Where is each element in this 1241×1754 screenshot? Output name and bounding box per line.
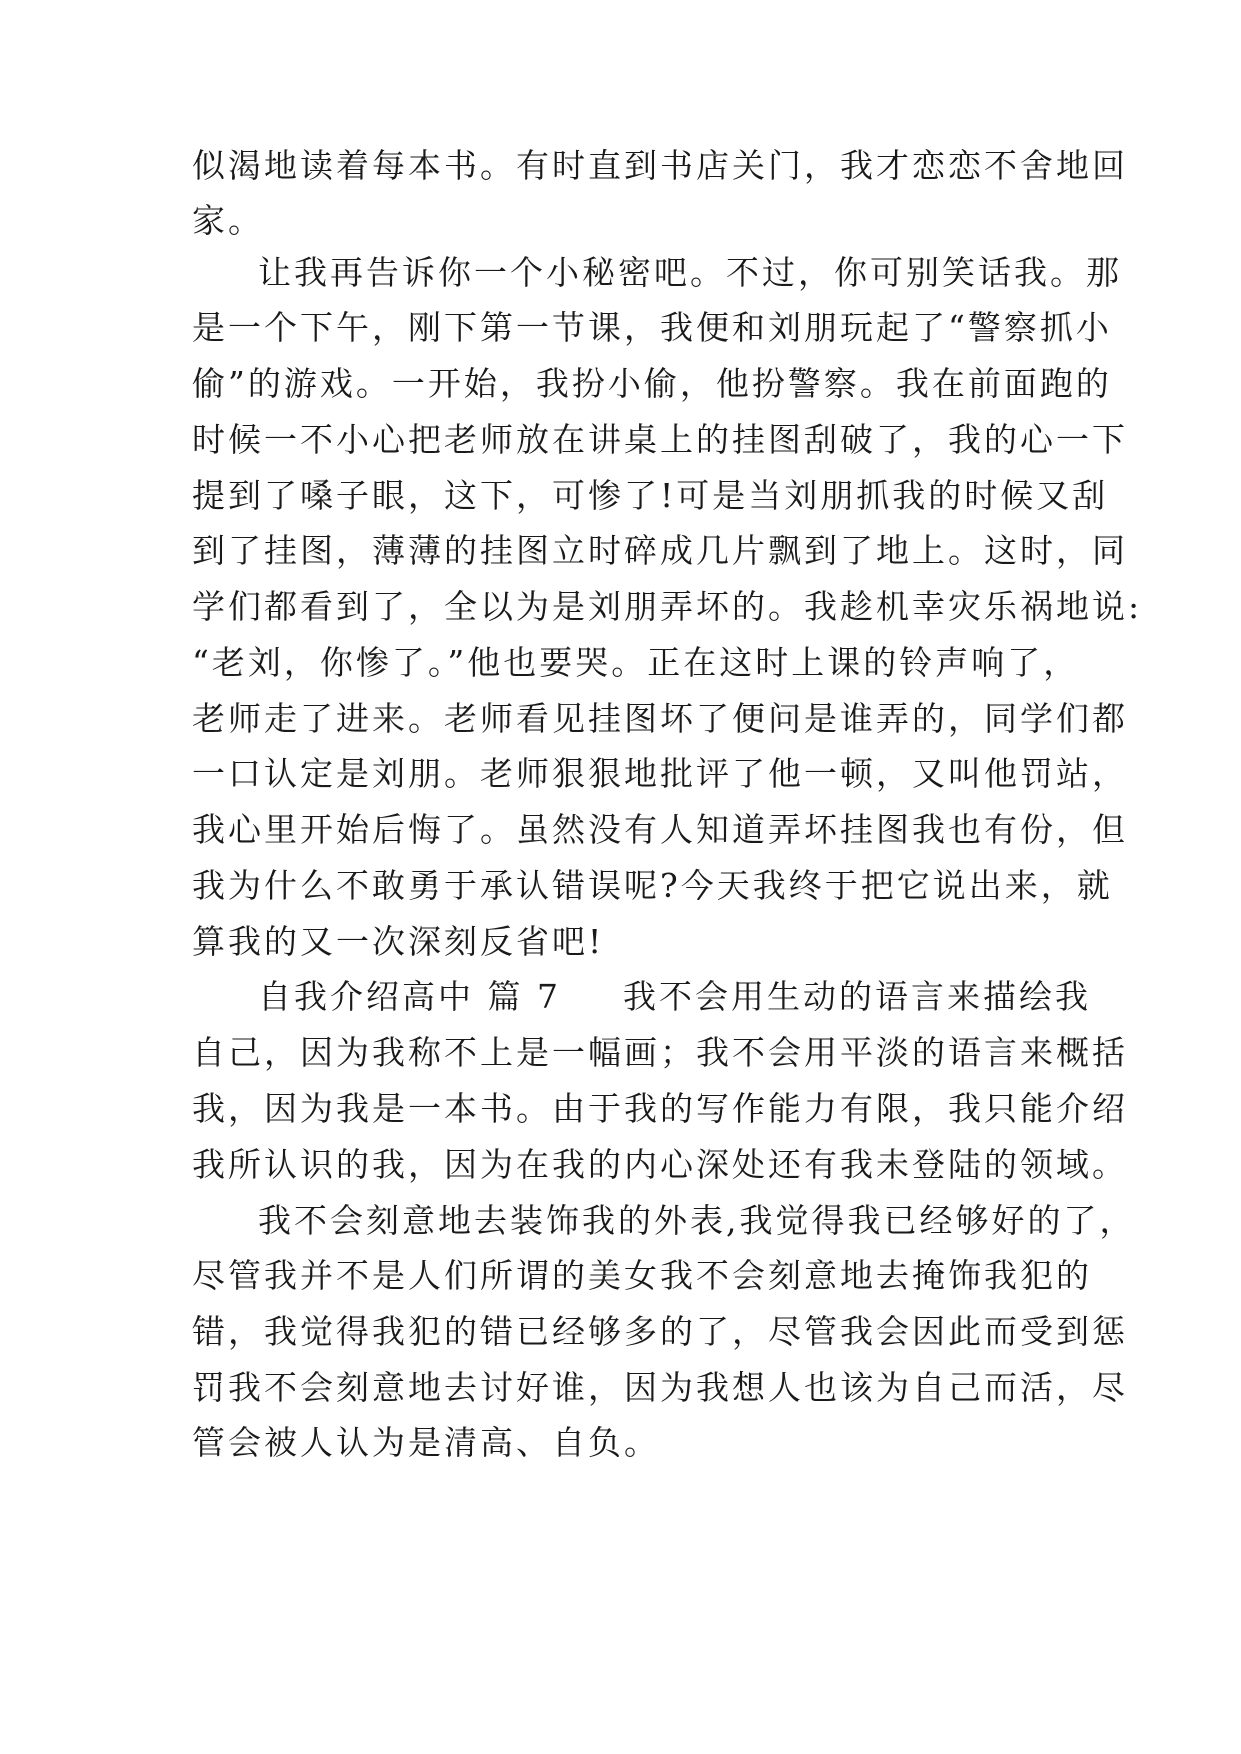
text-line: 家。 (192, 201, 264, 240)
text-line: 我心里开始后悔了。虽然没有人知道弄坏挂图我也有份，但 (192, 810, 1128, 849)
paragraph-first-line: 我不会刻意地去装饰我的外表,我觉得我已经够好的了， (258, 1201, 1136, 1240)
text-line: “老刘，你惨了。”他也要哭。正在这时上课的铃声响了， (192, 643, 1080, 682)
text-line: 管会被人认为是清高、自负。 (192, 1423, 660, 1462)
text-line: 算我的又一次深刻反省吧! (192, 922, 605, 961)
section-heading-line (258, 968, 1091, 1026)
text-line: 似渴地读着每本书。有时直到书店关门，我才恋恋不舍地回 (192, 146, 1128, 185)
text-line: 自己，因为我称不上是一幅画；我不会用平淡的语言来概括 (192, 1033, 1128, 1072)
text-line: 是一个下午，刚下第一节课，我便和刘朋玩起了“警察抓小 (192, 308, 1112, 347)
section-heading: 自我介绍高中 篇 7 (258, 977, 561, 1016)
text-line: 罚我不会刻意地去讨好谁，因为我想人也该为自己而活，尽 (192, 1368, 1128, 1407)
text-line: 偷”的游戏。一开始，我扮小偷，他扮警察。我在前面跑的 (192, 364, 1112, 403)
text-line: 我所认识的我，因为在我的内心深处还有我未登陆的领域。 (192, 1145, 1128, 1184)
text-line: 错，我觉得我犯的错已经够多的了，尽管我会因此而受到惩 (192, 1312, 1128, 1351)
text-line: 时候一不小心把老师放在讲桌上的挂图刮破了，我的心一下 (192, 420, 1128, 459)
text-line: 我为什么不敢勇于承认错误呢?今天我终于把它说出来，就 (192, 866, 1113, 905)
text-line: 到了挂图，薄薄的挂图立时碎成几片飘到了地上。这时，同 (192, 531, 1128, 570)
text-line: 提到了嗓子眼，这下，可惨了!可是当刘朋抓我的时候又刮 (192, 476, 1109, 515)
text-line: 我，因为我是一本书。由于我的写作能力有限，我只能介绍 (192, 1089, 1128, 1128)
section-first-line-text: 我不会用生动的语言来描绘我 (622, 977, 1091, 1016)
text-line: 尽管我并不是人们所谓的美女我不会刻意地去掩饰我犯的 (192, 1256, 1092, 1295)
text-line: 学们都看到了，全以为是刘朋弄坏的。我趁机幸灾乐祸地说: (192, 587, 1143, 626)
text-line: 老师走了进来。老师看见挂图坏了便问是谁弄的，同学们都 (192, 699, 1128, 738)
paragraph-first-line: 让我再告诉你一个小秘密吧。不过，你可别笑话我。那 (258, 253, 1122, 292)
text-line: 一口认定是刘朋。老师狠狠地批评了他一顿，又叫他罚站， (192, 754, 1128, 793)
